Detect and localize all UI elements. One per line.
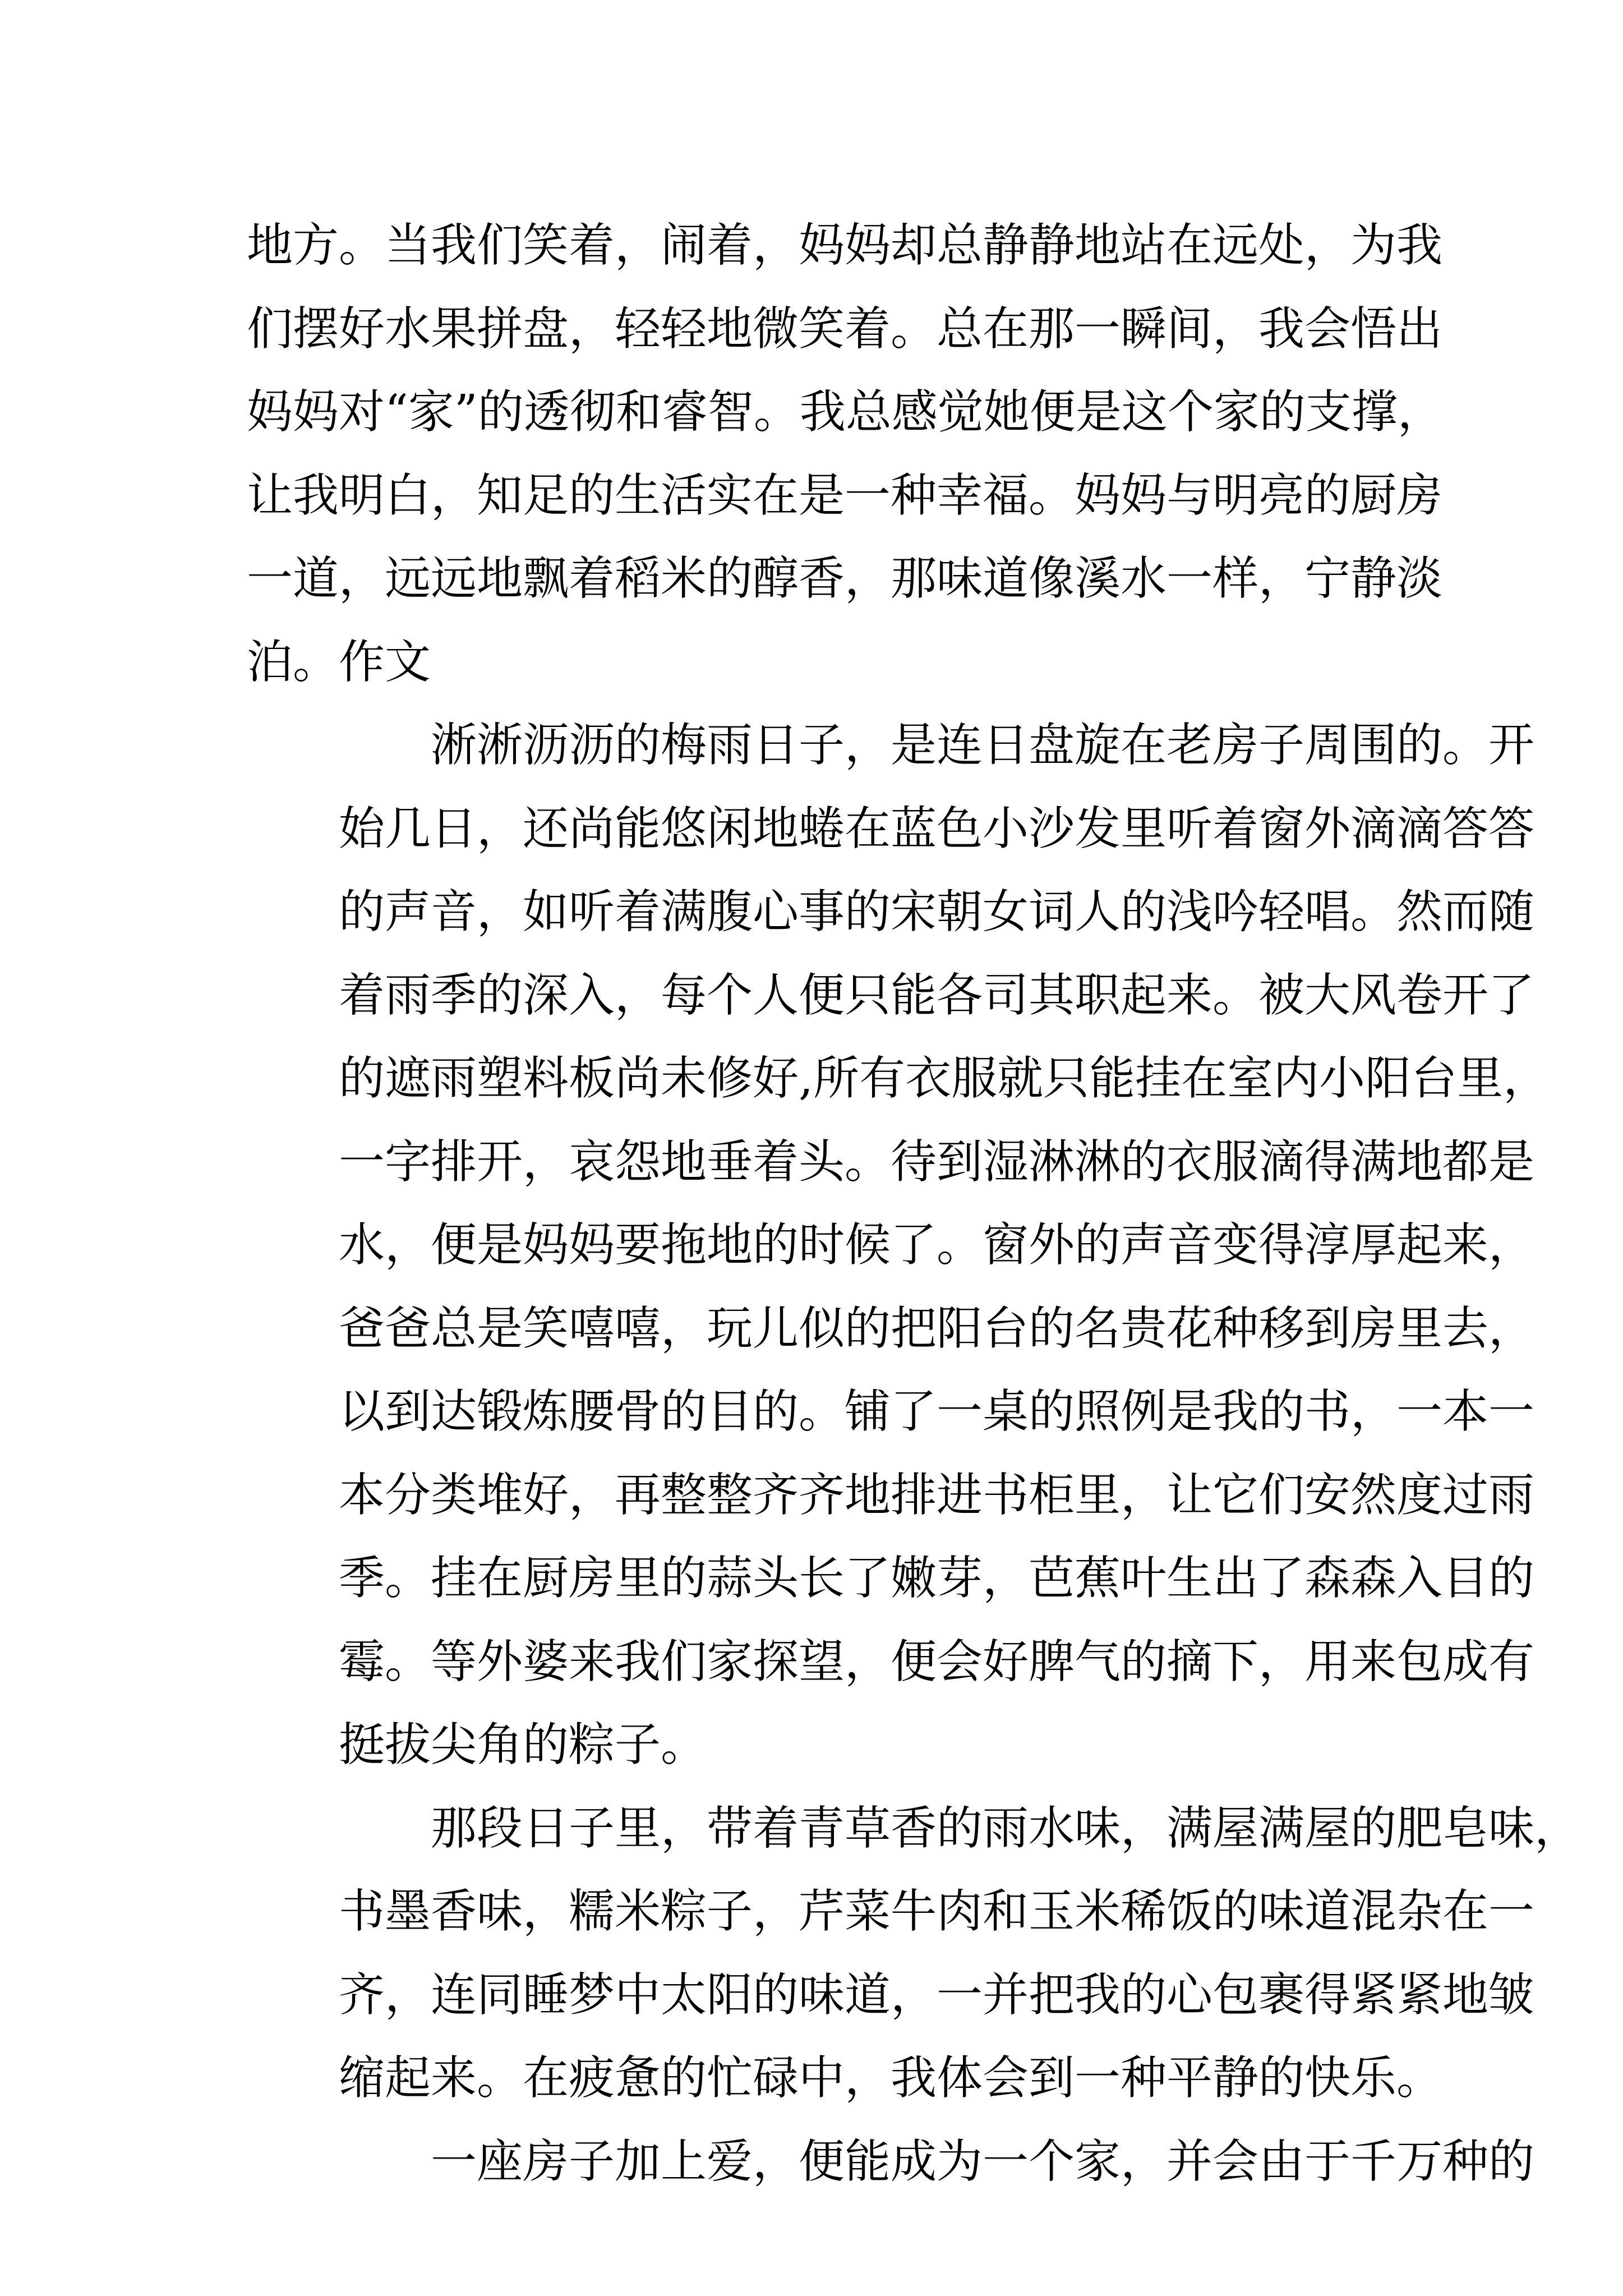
text-line: 着雨季的深入，每个人便只能各司其职起来。被大风卷开了 [339,968,1535,1022]
text-line: 始几日，还尚能悠闲地蜷在蓝色小沙发里听着窗外滴滴答答 [339,802,1535,855]
text-line: 一座房子加上爱，便能成为一个家，并会由于千万种的 [431,2134,1535,2188]
text-line: 地方。当我们笑着，闹着，妈妈却总静静地站在远处，为我 [247,219,1443,272]
text-line: 的遮雨塑料板尚未修好,所有衣服就只能挂在室内小阳台里， [339,1052,1550,1105]
text-line: 的声音，如听着满腹心事的宋朝女词人的浅吟轻唱。然而随 [339,885,1535,938]
paragraph [247,2120,1535,2204]
text-line: 季。挂在厨房里的蒜头长了嫩芽，芭蕉叶生出了森森入目的 [339,1552,1535,1605]
text-line: 缩起来。在疲惫的忙碌中，我体会到一种平静的快乐。 [339,2051,1443,2105]
text-line: 爸爸总是笑嘻嘻，玩儿似的把阳台的名贵花种移到房里去， [339,1301,1535,1355]
text-line: 书墨香味，糯米粽子，芹菜牛肉和玉米稀饭的味道混杂在一 [339,1885,1535,1938]
paragraph [247,204,1444,704]
text-line: 以到达锻炼腰骨的目的。铺了一桌的照例是我的书，一本一 [339,1385,1535,1438]
text-line: 挺拔尖角的粽子。 [339,1718,707,1772]
text-line: 淅淅沥沥的梅雨日子，是连日盘旋在老房子周围的。开 [431,719,1535,772]
paragraph [247,1787,1581,2120]
text-line: 泊。作文 [247,635,431,689]
text-line: 让我明白，知足的生活实在是一种幸福。妈妈与明亮的厨房 [247,468,1443,522]
text-line: 们摆好水果拼盘，轻轻地微笑着。总在那一瞬间，我会悟出 [247,302,1443,356]
paragraph [247,704,1550,1787]
text-line: 水，便是妈妈要拖地的时候了。窗外的声音变得淳厚起来， [339,1218,1535,1272]
text-line: 一字排开，哀怨地垂着头。待到湿淋淋的衣服滴得满地都是 [339,1135,1535,1189]
text-line: 本分类堆好，再整整齐齐地排进书柜里，让它们安然度过雨 [339,1468,1535,1522]
text-line: 那段日子里，带着青草香的雨水味，满屋满屋的肥皂味， [431,1801,1581,1855]
document-body [247,204,1581,2203]
text-line: 一道，远远地飘着稻米的醇香，那味道像溪水一样，宁静淡 [247,552,1443,605]
text-line: 齐，连同睡梦中太阳的味道，一并把我的心包裹得紧紧地皱 [339,1968,1535,2022]
text-line: 妈妈对“家”的透彻和睿智。我总感觉她便是这个家的支撑， [247,385,1444,439]
text-line: 霉。等外婆来我们家探望，便会好脾气的摘下，用来包成有 [339,1635,1535,1688]
